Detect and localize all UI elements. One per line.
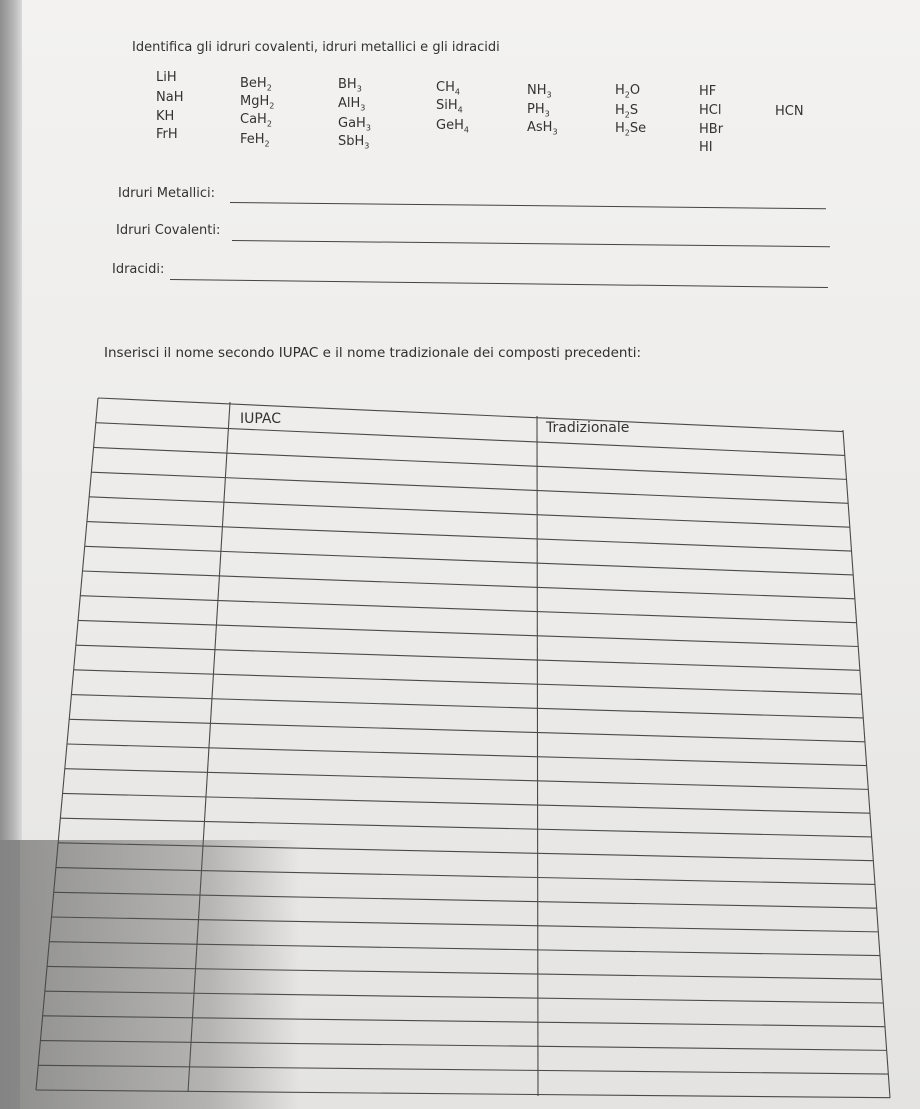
table-row-line	[54, 892, 877, 908]
formula-item: GeH$_4$	[436, 118, 469, 135]
formula-item: AsH$_3$	[527, 120, 558, 137]
formula-item: KH	[156, 109, 175, 124]
table-row-line	[65, 769, 868, 790]
formula-item: MgH$_2$	[240, 94, 275, 111]
formula-item: LiH	[156, 70, 177, 85]
formula-item: HCl	[699, 103, 722, 118]
table-row-line	[63, 793, 870, 813]
formula-item: HBr	[699, 122, 724, 137]
table-row-line	[43, 1016, 885, 1027]
table-row-line	[56, 868, 875, 885]
formula-item: FeH$_2$	[240, 132, 270, 149]
table-row-line	[45, 991, 883, 1003]
formula-item: $PH_3$	[527, 102, 550, 119]
formula-item: $CH_4$	[436, 80, 460, 97]
label-idruri-covalenti: Idruri Covalenti:	[116, 223, 221, 238]
table-row-line	[85, 546, 853, 575]
table-instruction: Inserisci il nome secondo IUPAC e il nome tradizionale dei composti precedenti:	[104, 345, 642, 361]
formula-item: HF	[699, 84, 717, 99]
table-row-line	[76, 645, 860, 670]
formula-item: SbH$_3$	[338, 134, 370, 151]
table-row-line	[83, 571, 855, 599]
table-row-line	[52, 917, 879, 932]
table-row-line	[91, 472, 848, 503]
table-row-line	[94, 447, 847, 479]
table-row-line	[49, 942, 880, 956]
formula-item: $H_2S$	[615, 103, 639, 120]
table-row-line	[98, 398, 843, 432]
formula-item: HCN	[775, 104, 804, 119]
formula-item: FrH	[156, 127, 178, 142]
table-row-line	[89, 497, 850, 527]
formula-item: $BH_3$	[338, 77, 362, 94]
label-idracidi: Idracidi:	[112, 262, 165, 277]
table-row-line	[87, 522, 851, 551]
table-row-line	[71, 695, 863, 718]
label-idruri-metallici: Idruri Metallici:	[118, 186, 216, 201]
table-row-line	[67, 744, 867, 766]
formula-item: AlH$_3$	[338, 96, 366, 113]
table-divider-2	[537, 416, 538, 1096]
table-row-line	[60, 818, 871, 837]
formula-item: $H_2Se$	[615, 121, 647, 138]
formula-item: $NH_3$	[527, 83, 552, 100]
table-row-line	[69, 719, 865, 742]
formula-item: GaH$_3$	[338, 116, 371, 133]
formula-item: NaH	[156, 90, 184, 105]
worksheet-title: Identifica gli idruri covalenti, idruri metallici e gli idracidi	[132, 40, 500, 55]
table-row-line	[74, 670, 862, 694]
formula-item: HI	[699, 140, 713, 155]
formula-item: CaH$_2$	[240, 112, 272, 129]
table-row-line	[80, 596, 856, 623]
table-row-line	[58, 843, 873, 861]
table-row-line	[36, 1090, 890, 1098]
table-left-border	[36, 398, 98, 1090]
table-row-line	[96, 423, 845, 456]
table-row-line	[40, 1041, 886, 1051]
table-row-line	[47, 966, 882, 979]
column-header-tradizionale: Tradizionale	[546, 420, 630, 436]
formula-item: $H_2O$	[615, 83, 641, 100]
table-row-line	[38, 1065, 888, 1074]
table-row-line	[78, 620, 858, 646]
formula-item: BeH$_2$	[240, 76, 272, 93]
column-header-iupac: IUPAC	[240, 411, 282, 427]
formula-item: SiH$_4$	[436, 98, 463, 115]
table-right-border	[843, 430, 890, 1098]
